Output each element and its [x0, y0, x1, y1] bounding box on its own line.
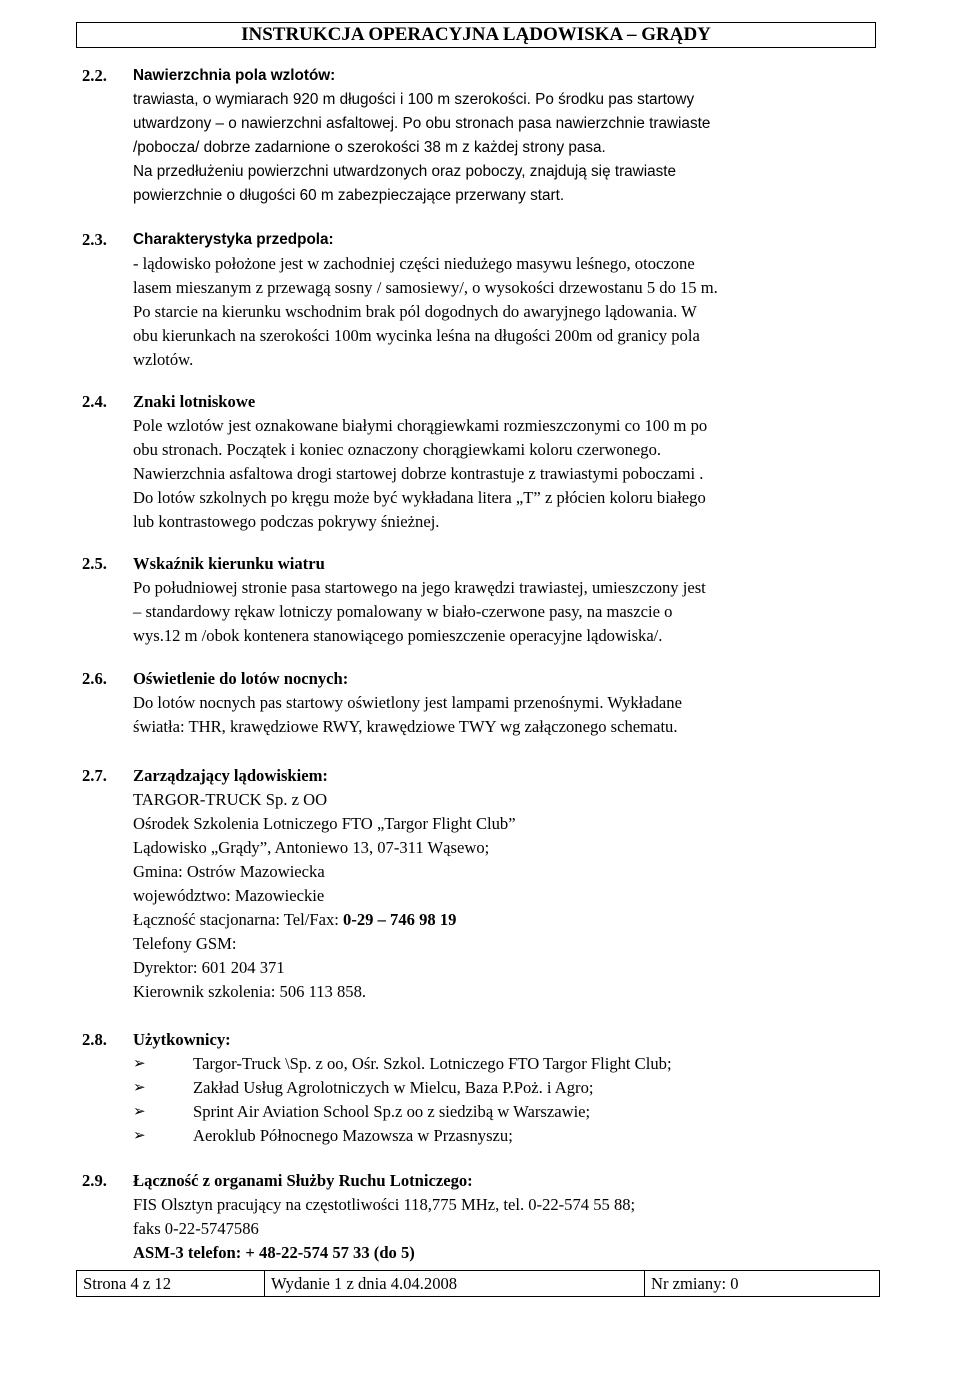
list-item: ➢ Sprint Air Aviation School Sp.z oo z siedzibą w Warszawie;	[133, 1100, 878, 1124]
text-line: /pobocza/ dobrze zadarnione o szerokości 38 m z każdej strony pasa.	[133, 139, 606, 156]
text-line: – standardowy rękaw lotniczy pomalowany w biało-czerwone pasy, na maszcie o	[133, 602, 673, 621]
text-line: Gmina: Ostrów Mazowiecka	[133, 862, 325, 881]
section-title: Oświetlenie do lotów nocnych:	[133, 669, 349, 688]
text-line: lasem mieszanym z przewagą sosny / samosiewy/, o wysokości drzewostanu 5 do 15 m.	[133, 278, 718, 297]
text-line: Do lotów nocnych pas startowy oświetlony jest lampami przenośnymi. Wykładane	[133, 693, 682, 712]
text-line: obu kierunkach na szerokości 100m wycinka leśna na długości 200m od granicy pola	[133, 326, 700, 345]
text-line: Telefony GSM:	[133, 934, 237, 953]
list-item: ➢ Aeroklub Północnego Mazowsza w Przasnyszu;	[133, 1124, 878, 1148]
text-line: Po południowej stronie pasa startowego na jego krawędzi trawiastej, umieszczony jest	[133, 578, 706, 597]
section-title: Zarządzający lądowiskiem:	[133, 766, 328, 785]
edition-info: Wydanie 1 z dnia 4.04.2008	[265, 1271, 645, 1296]
list-item: ➢ Zakład Usług Agrolotniczych w Mielcu, Baza P.Poż. i Agro;	[133, 1076, 878, 1100]
arrow-bullet-icon: ➢	[133, 1128, 146, 1144]
section-title: Łączność z organami Służby Ruchu Lotniczego:	[133, 1171, 473, 1190]
phone-number: 0-29 – 746 98 19	[343, 910, 457, 929]
text-line: wys.12 m /obok kontenera stanowiącego pomieszczenie operacyjne lądowiska/.	[133, 626, 663, 645]
text-line: Dyrektor: 601 204 371	[133, 958, 285, 977]
text-line	[133, 908, 878, 932]
section-number: 2.8.	[82, 1030, 107, 1049]
list-item: ➢ Targor-Truck \Sp. z oo, Ośr. Szkol. Lotniczego FTO Targor Flight Club;	[133, 1052, 878, 1076]
text-line: lub kontrastowego podczas pokrywy śnieżnej.	[133, 512, 440, 531]
text-line: FIS Olsztyn pracujący na częstotliwości 118,775 MHz, tel. 0-22-574 55 88;	[133, 1195, 636, 1214]
section-number: 2.2.	[82, 66, 107, 85]
text-line: TARGOR-TRUCK Sp. z OO	[133, 790, 328, 809]
document-header: INSTRUKCJA OPERACYJNA LĄDOWISKA – GRĄDY	[76, 22, 876, 48]
phone-label: Łączność stacjonarna: Tel/Fax:	[133, 910, 344, 929]
text-line: Lądowisko „Grądy”, Antoniewo 13, 07-311 Wąsewo;	[133, 838, 490, 857]
section-number: 2.9.	[82, 1171, 107, 1190]
text-line: województwo: Mazowieckie	[133, 886, 325, 905]
text-line: Po starcie na kierunku wschodnim brak pól dogodnych do awaryjnego lądowania. W	[133, 302, 697, 321]
text-line: Pole wzlotów jest oznakowane białymi chorągiewkami rozmieszczonymi co 100 m po	[133, 416, 708, 435]
page-number: Strona 4 z 12	[77, 1271, 265, 1296]
text-line: światła: THR, krawędziowe RWY, krawędziowe TWY wg załączonego schematu.	[133, 717, 678, 736]
text-line: powierzchnie o długości 60 m zabezpieczające przerwany start.	[133, 187, 565, 204]
section-number: 2.6.	[82, 669, 107, 688]
section-title: Charakterystyka przedpola:	[133, 231, 334, 248]
text-line: wzlotów.	[133, 350, 194, 369]
change-number: Nr zmiany: 0	[651, 1274, 739, 1293]
section-title: Nawierzchnia pola wzlotów:	[133, 67, 336, 84]
text-line: Do lotów szkolnych po kręgu może być wykładana litera „T” z płócien koloru białego	[133, 488, 706, 507]
text-line: Ośrodek Szkolenia Lotniczego FTO „Targor Flight Club”	[133, 814, 516, 833]
section-title: Wskaźnik kierunku wiatru	[133, 554, 325, 573]
text-line: trawiasta, o wymiarach 920 m długości i 100 m szerokości. Po środku pas startowy	[133, 91, 695, 108]
text-line: - lądowisko położone jest w zachodniej części niedużego masywu leśnego, otoczone	[133, 254, 695, 273]
arrow-bullet-icon: ➢	[133, 1104, 146, 1120]
text-line: Nawierzchnia asfaltowa drogi startowej dobrze kontrastuje z trawiastymi poboczami .	[133, 464, 704, 483]
arrow-bullet-icon: ➢	[133, 1080, 146, 1096]
section-title: Znaki lotniskowe	[133, 392, 256, 411]
text-line: Kierownik szkolenia: 506 113 858.	[133, 982, 367, 1001]
section-number: 2.4.	[82, 392, 107, 411]
text-line: utwardzony – o nawierzchni asfaltowej. Po obu stronach pasa nawierzchnie trawiaste	[133, 115, 711, 132]
text-line: faks 0-22-5747586	[133, 1219, 259, 1238]
document-footer	[76, 1270, 880, 1297]
arrow-bullet-icon: ➢	[133, 1056, 146, 1072]
section-number: 2.7.	[82, 766, 107, 785]
section-title: Użytkownicy:	[133, 1030, 231, 1049]
asm-phone-line: ASM-3 telefon: + 48-22-574 57 33 (do 5)	[133, 1243, 415, 1262]
section-number: 2.3.	[82, 230, 107, 249]
section-number: 2.5.	[82, 554, 107, 573]
text-line: Na przedłużeniu powierzchni utwardzonych oraz poboczy, znajdują się trawiaste	[133, 163, 677, 180]
text-line: obu stronach. Początek i koniec oznaczony chorągiewkami koloru czerwonego.	[133, 440, 662, 459]
